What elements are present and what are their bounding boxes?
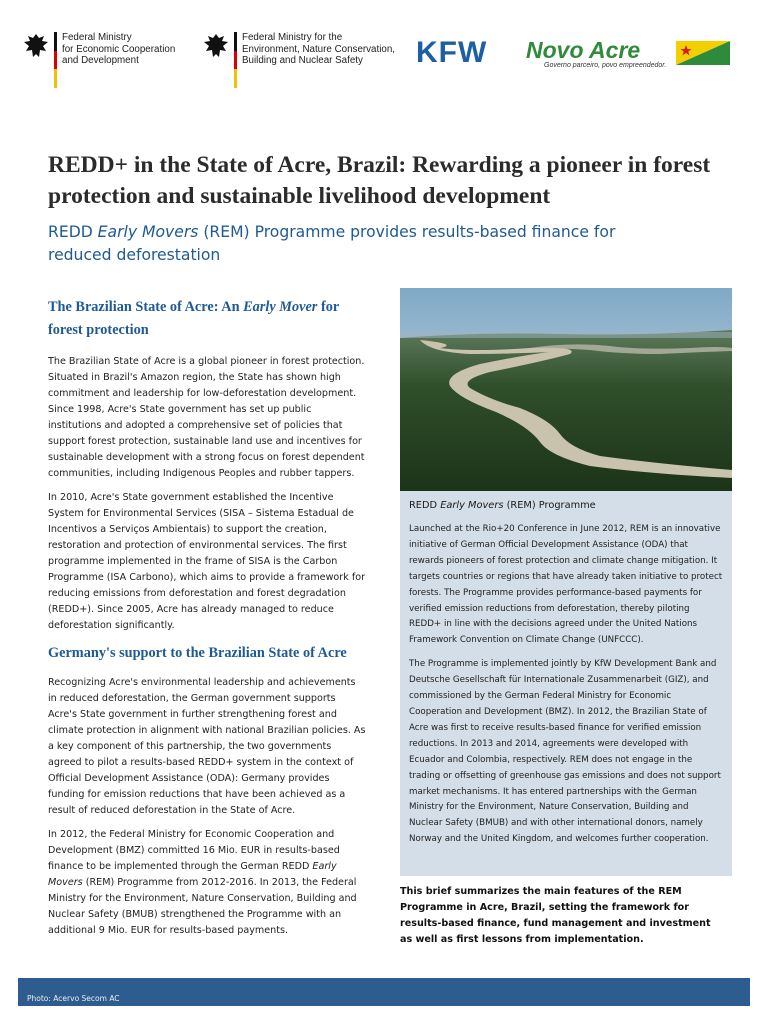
heading-italic: Early Mover [243,299,318,315]
bmz-logo [22,32,175,88]
photo-credit: Photo: Acervo Secom AC [27,994,120,1003]
box-head-italic: Early Movers [440,500,504,511]
german-eagle-icon [202,32,230,62]
paragraph-part: In 2012, the Federal Ministry for Economic Cooperation and Development (BMZ) committed 16 Mio. EUR in results-based finance to be implemented through the German REDD [48,829,340,872]
kfw-logo: KFW [416,36,488,69]
info-box-paragraph: The Programme is implemented jointly by KfW Development Bank and Deutsche Gesellschaft für Internationale Zusammenarbeit (GIZ), and commissioned by the German Federal Ministry for Economic Cooperation and Development (BMZ). In 2012, the Brazilian State of Acre was first to receive results-based finance for verified emission reductions. In 2013 and 2014, agreements were developed with Ecuador and Colombia, respectively. REM does not engage in the trading or offsetting of greenhouse gas emissions and does not support market mechanisms. It has entered partnerships with the German Ministry for the Environment, Nature Conservation, Building and Nuclear Safety (BMUB) and with other international donors, namely Norway and the United Kingdom, and welcomes further cooperation. [409,659,721,845]
paragraph-italic: Early Movers [48,861,337,888]
section-heading-germany: Germany's support to the Brazilian State of Acre [48,645,347,661]
acre-flag-icon [676,41,730,65]
subtitle-italic: Early Movers [97,223,199,241]
paragraph: Recognizing Acre's environmental leadership and achievements in reduced deforestation, the German government supports Acre's State government in further strengthening forest and climate protection in alignment with national Brazilian policies. As a key component of this partnership, the two governments agreed to pilot a results-based REDD+ system in the context of Official Development Assistance (ODA): Germany provides funding for emission reductions that have been achieved as a result of reduced deforestation in the State of Acre. [48,677,366,816]
novo-acre-tagline: Governo parceiro, povo empreendedor. [544,62,667,69]
box-head-part: REDD [409,500,441,511]
novo-acre-title: Novo Acre [526,37,641,63]
german-eagle-icon [22,32,50,62]
box-head-part: (REM) Programme [503,500,596,511]
footer-bar [18,978,750,1006]
paragraph [48,827,366,939]
paragraph: In 2010, Acre's State government established the Incentive System for Environmental Services (SISA – Sistema Estadual de Incentivos a Serviços Ambientais) to support the creation, restoration and protection of environmental services. The first programme implemented in the frame of SISA is the Carbon Programme (ISA Carbono), which aims to provide a framework for reducing emissions from deforestation and forest degradation (REDD+). Since 2005, Acre has already managed to reduce deforestation significantly. [48,492,366,631]
page-subtitle [48,221,668,267]
section-heading-acre [48,296,366,342]
heading-part: The Brazilian State of Acre: An [48,299,244,315]
landscape-illustration [400,288,732,491]
left-column [48,296,366,939]
heading-part: for forest protection [48,299,339,338]
info-box-paragraph: Launched at the Rio+20 Conference in June 2012, REM is an innovative initiative of German Official Development Assistance (ODA) that rewards pioneers of forest protection and climate change mitigation. It targets countries or regions that have already taken initiative to protect forests. The Programme provides performance-based payments for verified emission reductions from deforestation, thereby piloting REDD+ in line with the decisions agreed under the United Nations Framework Convention on Climate Change (UNFCCC). [409,524,723,646]
german-flag-bar [54,32,57,88]
subtitle-part: (REM) Programme provides results-based finance for reduced deforestation [48,223,616,264]
german-flag-bar [234,32,237,88]
ministry-bmz-name: Federal Ministry for Economic Cooperation and Development [62,32,176,66]
novo-acre-logo [526,38,706,76]
bmub-logo [202,32,395,88]
ministry-bmub-name: Federal Ministry for the Environment, Nature Conservation, Building and Nuclear Safety [242,32,396,66]
river-forest-photo [400,288,732,491]
subtitle-part: REDD [48,223,98,241]
info-box-title [409,500,723,511]
rem-info-box [400,491,732,876]
summary-text: This brief summarizes the main features of the REM Programme in Acre, Brazil, setting the framework for results-based finance, fund management and investment as well as first lessons from implementation. [400,886,711,945]
page-title: REDD+ in the State of Acre, Brazil: Rewarding a pioneer in forest protection and sustainable livelihood development [48,152,711,209]
paragraph-part: (REM) Programme from 2012-2016. In 2013, the Federal Ministry for the Environment, Nature Conservation, Building and Nuclear Safety (BMUB) strengthened the Programme with an additional 9 Mio. EUR for results-based payments. [48,877,357,936]
paragraph: The Brazilian State of Acre is a global pioneer in forest protection. Situated in Brazil's Amazon region, the State has shown high commitment and leadership for low-deforestation development. Since 1998, Acre's State government has set up public institutions and adopted a comprehensive set of policies that support forest protection, sustainable land use and incentives for sustainable development with a strong focus on forest dependent communities, including Indigenous Peoples and rubber tappers. [48,356,365,479]
